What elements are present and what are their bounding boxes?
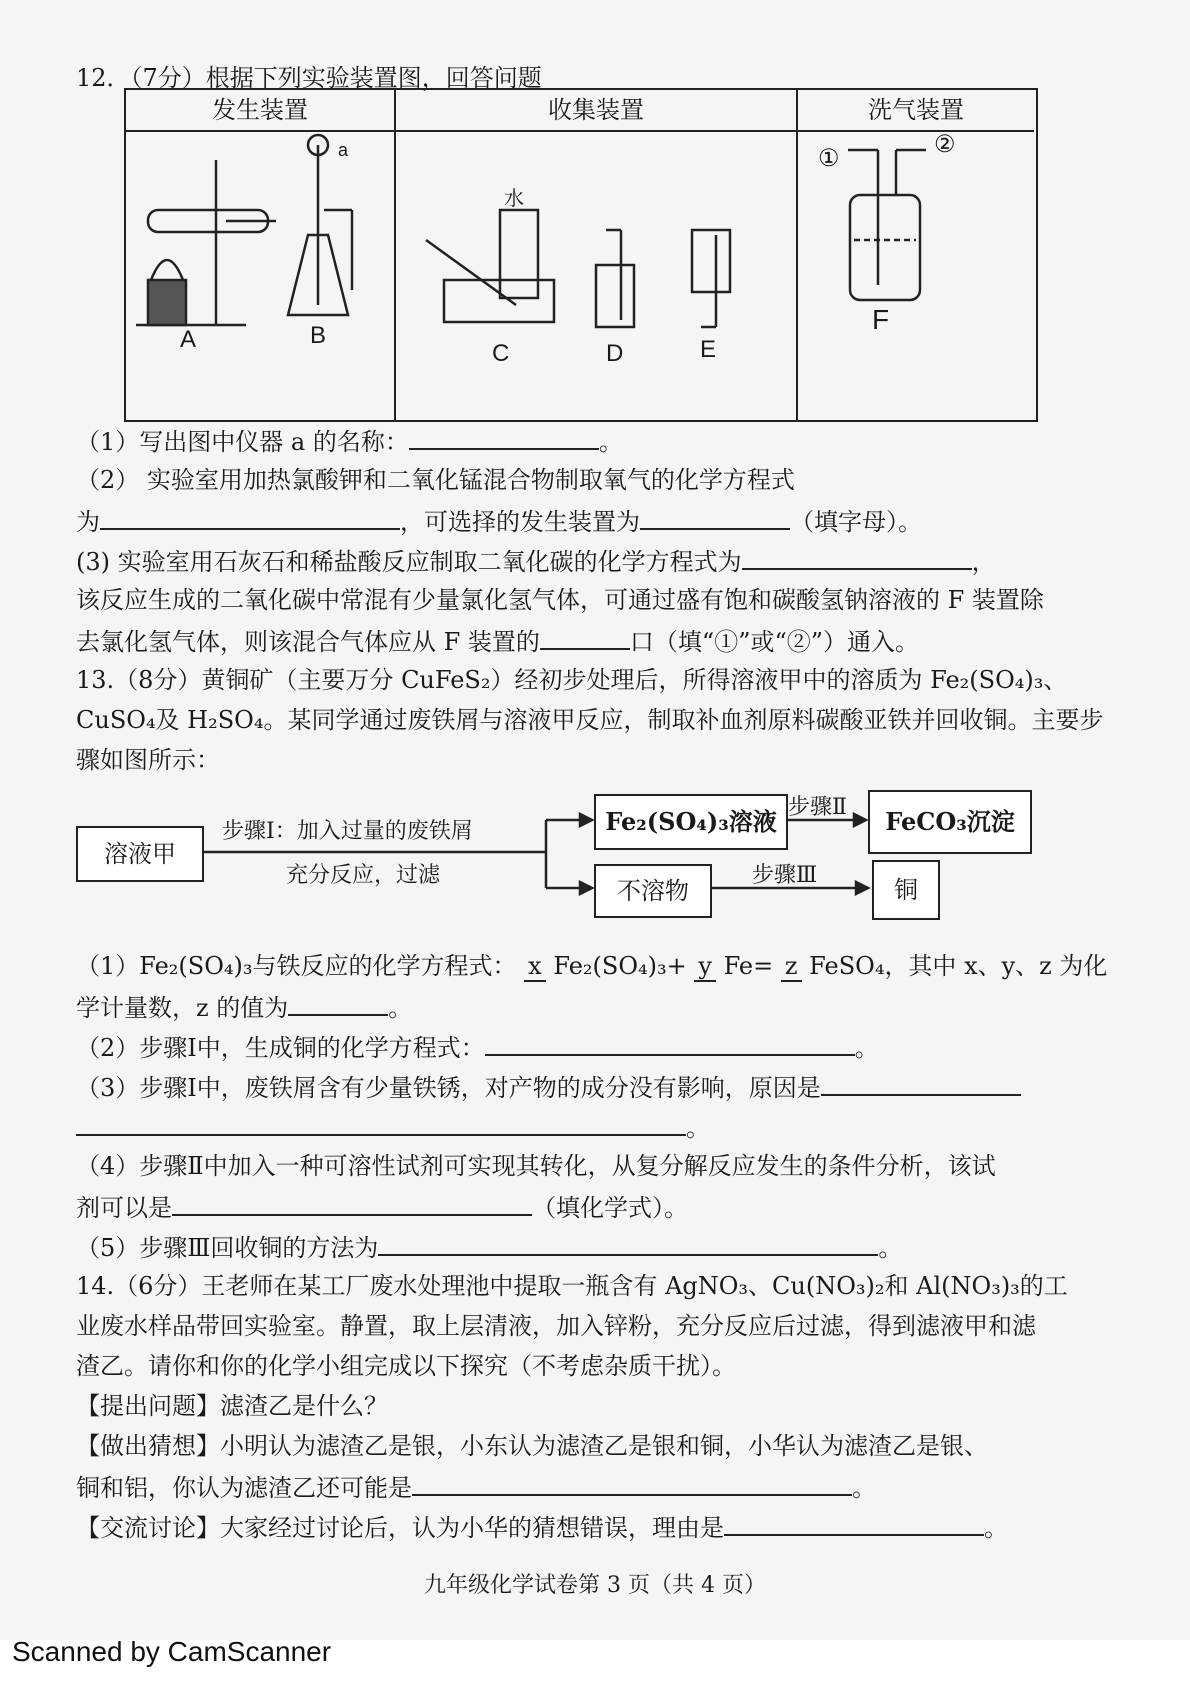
q13-s4: （4）步骤Ⅱ中加入一种可溶性试剂可实现其转化，从复分解反应发生的条件分析，该试 xyxy=(76,1152,996,1180)
q14-ask: 【提出问题】滤渣乙是什么？ xyxy=(76,1392,388,1420)
label-C: C xyxy=(492,340,510,367)
q13-s1b: 学计量数，z 的值为 。 xyxy=(76,990,412,1024)
q13-s4b: 剂可以是 （填化学式）。 xyxy=(76,1190,688,1224)
answer-blank[interactable] xyxy=(100,504,400,530)
q13-intro3: 骤如图所示： xyxy=(76,746,220,774)
q13-intro2: CuSO₄及 H₂SO₄。某同学通过废铁屑与溶液甲反应，制取补血剂原料碳酸亚铁并回收铜。主要步 xyxy=(76,706,1104,734)
col-title: 收集装置 xyxy=(396,90,796,132)
wash-title: 洗气装置 xyxy=(798,90,1034,132)
answer-blank[interactable] xyxy=(640,504,790,530)
q13-s2: （2）步骤Ⅰ中，生成铜的化学方程式： 。 xyxy=(76,1030,879,1064)
box-start: 溶液甲 xyxy=(76,826,204,882)
box-insoluble: 不溶物 xyxy=(594,864,712,918)
q13-s5: （5）步骤Ⅲ回收铜的方法为 。 xyxy=(76,1230,902,1264)
q12-header: 12．（7分）根据下列实验装置图，回答问题 xyxy=(76,64,542,92)
q14-intro2: 业废水样品带回实验室。静置，取上层清液，加入锌粉，充分反应后过滤，得到滤液甲和滤 xyxy=(76,1312,1036,1340)
step1-label-a: 步骤Ⅰ：加入过量的废铁屑 xyxy=(222,819,473,844)
label-F: F xyxy=(872,304,890,335)
q12-p1: （1）写出图中仪器 a 的名称： 。 xyxy=(76,424,623,458)
label-a: a xyxy=(338,140,349,160)
gen-title: 发生装置 xyxy=(126,90,394,132)
answer-blank[interactable] xyxy=(742,544,972,570)
camscanner-watermark: Scanned by CamScanner xyxy=(12,1636,332,1667)
label-port-1: ① xyxy=(818,145,840,172)
answer-blank[interactable] xyxy=(412,1470,852,1496)
q13-s1: （1）Fe₂(SO₄)₃与铁反应的化学方程式： x Fe₂(SO₄)₃+ y Fe= z FeSO₄，其中 x、y、z 为化 xyxy=(76,952,1108,980)
step2-label: 步骤Ⅱ xyxy=(788,795,847,820)
q13-s3: （3）步骤Ⅰ中，废铁屑含有少量铁锈，对产物的成分没有影响，原因是 xyxy=(76,1070,1021,1104)
label-port-2: ② xyxy=(934,131,956,158)
answer-blank[interactable] xyxy=(409,424,599,450)
label-water: 水 xyxy=(504,188,524,210)
answer-blank[interactable] xyxy=(724,1510,984,1536)
q12-p2: （2） 实验室用加热氯酸钾和二氧化锰混合物制取氧气的化学方程式 xyxy=(76,466,795,494)
box-feco3: FeCO₃沉淀 xyxy=(868,790,1032,854)
q12-p3b: 该反应生成的二氧化碳中常混有少量氯化氢气体，可通过盛有饱和碳酸氢钠溶液的 F 装置除 xyxy=(76,586,1044,614)
answer-blank[interactable] xyxy=(76,1110,686,1136)
flow-diagram xyxy=(76,780,1056,940)
label-D: D xyxy=(606,340,624,367)
answer-blank[interactable] xyxy=(821,1070,1021,1096)
answer-blank[interactable] xyxy=(172,1190,532,1216)
box-fe2so43: Fe₂(SO₄)₃溶液 xyxy=(594,794,788,850)
q13-intro: 13.（8分）黄铜矿（主要万分 CuFeS₂）经初步处理后，所得溶液甲中的溶质为 Fe₂(SO₄)₃、 xyxy=(76,666,1068,694)
q14-discuss: 【交流讨论】大家经过讨论后，认为小华的猜想错误，理由是 。 xyxy=(76,1510,1008,1544)
answer-blank[interactable] xyxy=(378,1230,878,1256)
q14-guess: 【做出猜想】小明认为滤渣乙是银，小东认为滤渣乙是银和铜，小华认为滤渣乙是银、 xyxy=(76,1432,988,1460)
label-E: E xyxy=(700,336,717,363)
q12-p3: (3) 实验室用石灰石和稀盐酸反应制取二氧化碳的化学方程式为 ， xyxy=(76,544,996,578)
label-B: B xyxy=(310,322,327,349)
step1-label-b: 充分反应，过滤 xyxy=(286,863,441,888)
box-copper: 铜 xyxy=(872,860,940,920)
q13-s3b: 。 xyxy=(76,1110,710,1144)
q14-guess2: 铜和铝，你认为滤渣乙还可能是 。 xyxy=(76,1470,876,1504)
answer-blank[interactable] xyxy=(485,1030,855,1056)
q12-p3c: 去氯化氢气体，则该混合气体应从 F 装置的 口（填“①”或“②”）通入。 xyxy=(76,624,919,658)
label-A: A xyxy=(180,326,197,353)
q14-intro3: 渣乙。请你和你的化学小组完成以下探究（不考虑杂质干扰）。 xyxy=(76,1352,736,1380)
q12-p2b: 为 ，可选择的发生装置为 （填字母）。 xyxy=(76,504,922,538)
answer-blank[interactable] xyxy=(540,624,630,650)
answer-blank[interactable] xyxy=(288,990,388,1016)
q14-intro: 14.（6分）王老师在某工厂废水处理池中提取一瓶含有 AgNO₃、Cu(NO₃)₂和 Al(NO₃)₃的工 xyxy=(76,1272,1068,1300)
step3-label: 步骤Ⅲ xyxy=(752,863,818,888)
apparatus-table xyxy=(124,88,1038,422)
apparatus-drawing xyxy=(126,90,1036,420)
page-footer: 九年级化学试卷第 3 页（共 4 页） xyxy=(424,1573,766,1598)
